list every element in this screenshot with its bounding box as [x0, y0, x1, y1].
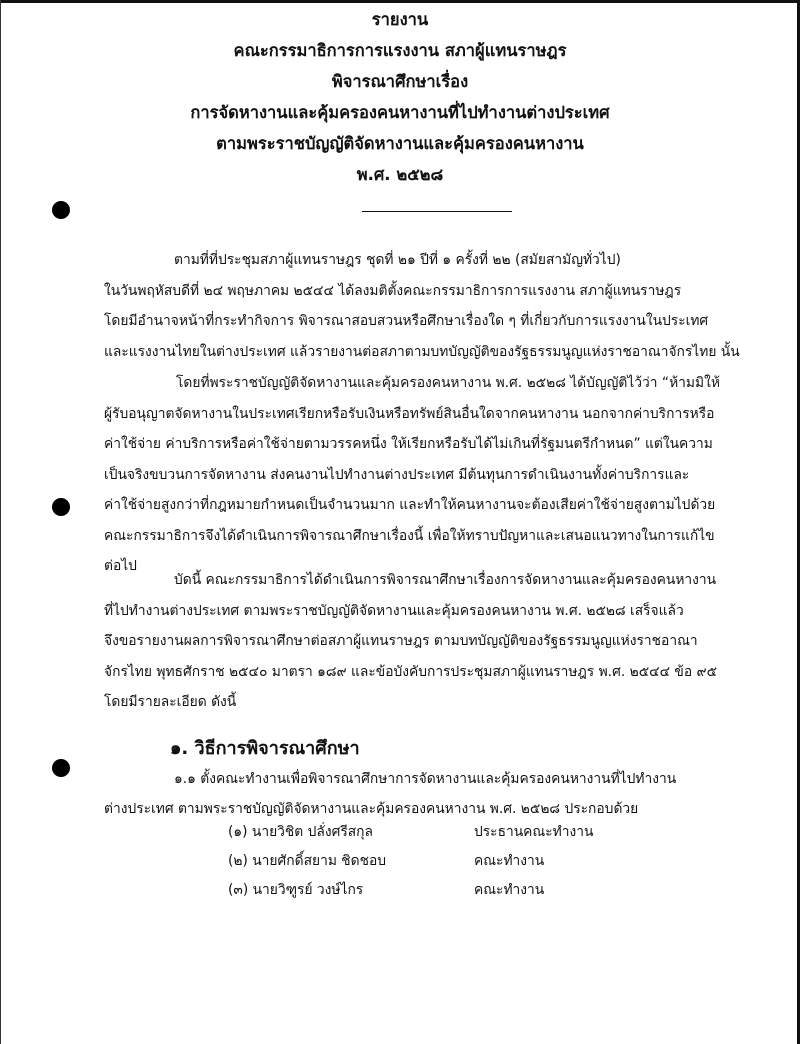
paragraph-line: เป็นจริงขบวนการจัดหางาน ส่งคนงานไปทำงานต่างประเทศ มีต้นทุนการดำเนินงานทั้งค่าบริการและ: [104, 466, 690, 483]
paragraph-line: ตามที่ที่ประชุมสภาผู้แทนราษฎร ชุดที่ ๒๑ ปีที่ ๑ ครั้งที่ ๒๒ (สมัยสามัญทั่วไป): [174, 252, 621, 268]
paragraph-line: ค่าใช้จ่าย ค่าบริการหรือค่าใช้จ่ายตามวรรคหนึ่ง ให้เรียกหรือรับได้ไม่เกินที่รัฐมนตรีกำหนด” แต่ในความ: [104, 436, 713, 452]
punch-hole-bottom: [52, 759, 70, 777]
paragraph-line: คณะกรรมาธิการจึงได้ดำเนินการพิจารณาศึกษาเรื่องนี้ เพื่อให้ทราบปัญหาและเสนอแนวทางในการแก้ไข: [104, 527, 715, 544]
member-role: คณะทำงาน: [474, 853, 545, 869]
paragraph-line: จักรไทย พุทธศักราช ๒๕๔๐ มาตรา ๑๘๙ และข้อบังคับการประชุมสภาผู้แทนราษฎร พ.ศ. ๒๕๔๔ ข้อ ๙๕: [104, 663, 718, 680]
paragraph-line: โดยมีอำนาจหน้าที่กระทำกิจการ พิจารณาสอบสวนหรือศึกษาเรื่องใด ๆ ที่เกี่ยวกับการแรงงานในประเทศ: [104, 313, 709, 329]
title-line: การจัดหางานและคุ้มครองคนหางานที่ไปทำงานต่างประเทศ: [190, 103, 610, 122]
member-name: (๒) นายศักดิ์สยาม ชิดชอบ: [228, 853, 387, 869]
title-line: คณะกรรมาธิการการแรงงาน สภาผู้แทนราษฎร: [233, 41, 567, 60]
paragraph-conclusion: [104, 565, 784, 718]
member-role: คณะทำงาน: [474, 882, 545, 898]
paragraph-appointment: [104, 245, 784, 367]
paragraph-line: บัดนี้ คณะกรรมาธิการได้ดำเนินการพิจารณาศึกษาเรื่องการจัดหางานและคุ้มครองคนหางาน: [174, 572, 717, 588]
paragraph-line: โดยมีรายละเอียด ดังนี้: [104, 694, 237, 710]
paragraph-line: จึงขอรายงานผลการพิจารณาศึกษาต่อสภาผู้แทนราษฎร ตามบทบัญญัติของรัฐธรรมนูญแห่งราชอาณา: [104, 633, 698, 649]
paragraph-line: ค่าใช้จ่ายสูงกว่าที่กฎหมายกำหนดเป็นจำนวนมาก และทำให้คนหางานจะต้องเสียค่าใช้จ่ายสูงตามไปด้วย: [104, 497, 716, 513]
paragraph-line: ที่ไปทำงานต่างประเทศ ตามพระราชบัญญัติจัดหางานและคุ้มครองคนหางาน พ.ศ. ๒๕๒๘ เสร็จแล้ว: [104, 602, 684, 619]
title-divider: [362, 211, 512, 212]
paragraph-line: ต่อไป: [104, 558, 137, 574]
member-role: ประธานคณะทำงาน: [474, 824, 594, 840]
paragraph-line: ต่างประเทศ ตามพระราชบัญญัติจัดหางานและคุ้มครองคนหางาน พ.ศ. ๒๕๒๘ ประกอบด้วย: [104, 801, 639, 817]
title-line: พิจารณาศึกษาเรื่อง: [331, 72, 469, 91]
paragraph-line: และแรงงานไทยในต่างประเทศ แล้วรายงานต่อสภาตามบทบัญญัติของรัฐธรรมนูญแห่งราชอาณาจักรไทย นั้น: [104, 343, 740, 360]
title-line: ตามพระราชบัญญัติจัดหางานและคุ้มครองคนหางาน: [216, 134, 584, 153]
title-line: รายงาน: [371, 10, 429, 29]
paragraph-line: ผู้รับอนุญาตจัดหางานในประเทศเรียกหรือรับเงินหรือทรัพย์สินอื่นใดจากคนหางาน นอกจากค่าบริการหรือ: [104, 405, 715, 422]
member-name: (๑) นายวิชิต ปลั่งศรีสกุล: [228, 824, 373, 840]
punch-hole-middle: [52, 498, 70, 516]
scan-frame-top: [0, 0, 800, 3]
paragraph-line: ๑.๑ ตั้งคณะทำงานเพื่อพิจารณาศึกษาการจัดหางานและคุ้มครองคนหางานที่ไปทำงาน: [174, 771, 677, 787]
paragraph-background: [104, 368, 784, 582]
paragraph-line: โดยที่พระราชบัญญัติจัดหางานและคุ้มครองคนหางาน พ.ศ. ๒๕๒๘ ได้บัญญัติไว้ว่า “ห้ามมิให้: [176, 375, 720, 391]
member-name: (๓) นายวิฑูรย์ วงษ์ไกร: [228, 882, 364, 898]
paragraph-line: ในวันพฤหัสบดีที่ ๒๔ พฤษภาคม ๒๕๔๔ ได้ลงมติตั้งคณะกรรมาธิการการแรงงาน สภาผู้แทนราษฎร: [104, 282, 682, 299]
section-heading: ๑. วิธีการพิจารณาศึกษา: [170, 738, 360, 759]
punch-hole-top: [52, 201, 70, 219]
title-line: พ.ศ. ๒๕๒๘: [356, 165, 444, 184]
document-title: [0, 4, 800, 190]
subsection-paragraph: [104, 764, 784, 824]
